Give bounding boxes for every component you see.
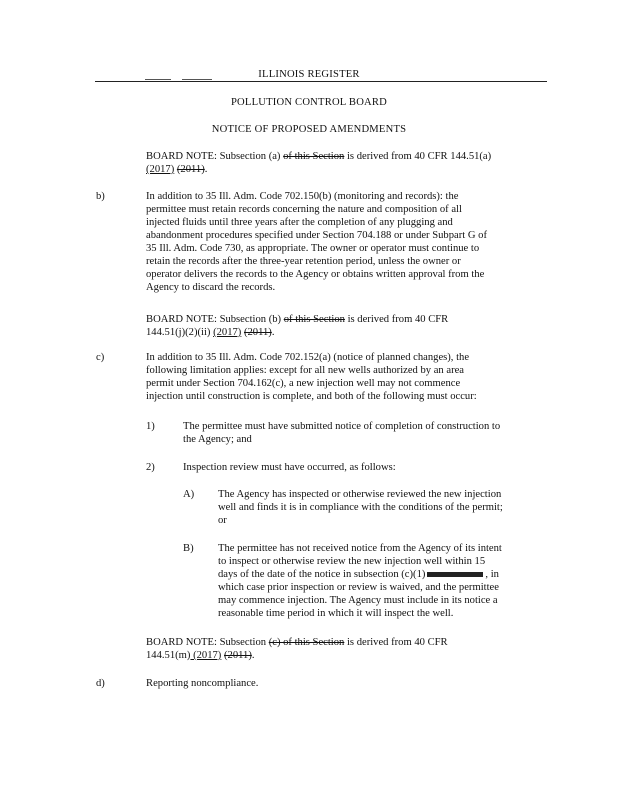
item-label-B: B) bbox=[183, 543, 194, 554]
deleted-text: (2011) bbox=[243, 327, 272, 338]
item-A-text: The Agency has inspected or otherwise reviewed the new injection well and finds it is in compliance with the conditions of the permit; or bbox=[218, 489, 503, 526]
deleted-text: (c) of this Section bbox=[268, 637, 345, 648]
subsection-b-text: In addition to 35 Ill. Adm. Code 702.150(b) (monitoring and records): the permittee must retain records concerning the nature and composition of all injected fluids until three years after the completion of any plugging and abandonment procedures specified under Section 704.188 or under Subpart G of 35 Ill. Adm. Code 730, as appropriate. The owner or operator must continue to retain the records after the three-year retention period, unless the owner or operator delivers the records to the Agency or obtains written approval from the Agency to discard the records. bbox=[146, 191, 487, 293]
board-note-b: BOARD NOTE: Subsection (b) of this Section is derived from 40 CFR 144.51(j)(2)(ii) (2017) (2011). bbox=[146, 314, 449, 338]
inserted-text: (2017) bbox=[146, 164, 175, 175]
inserted-text: (2017) bbox=[190, 650, 222, 661]
board-title: POLLUTION CONTROL BOARD bbox=[230, 97, 388, 108]
item-1-text: The permittee must have submitted notice of completion of construction to the Agency; and bbox=[183, 421, 501, 445]
item-B-text: The permittee has not received notice from the Agency of its intent to inspect or otherwise review the new injection well within 15 days of the date of the notice in subsection (c)(1) , in which case prior inspection or review is waived, and the permittee may commence injection. The Agency must include in its notice a reasonable time period in which it will inspect the well. bbox=[218, 543, 502, 619]
header-rule bbox=[95, 81, 547, 82]
subsection-label-c: c) bbox=[96, 352, 105, 363]
subsection-label-b: b) bbox=[96, 191, 105, 202]
board-note-a: BOARD NOTE: Subsection (a) of this Section is derived from 40 CFR 144.51(a) (2017) (2011). bbox=[146, 151, 492, 175]
item-2-text: Inspection review must have occurred, as follows: bbox=[183, 462, 396, 473]
item-label-A: A) bbox=[183, 489, 195, 500]
deleted-text: of this Section bbox=[283, 151, 345, 162]
board-note-c: BOARD NOTE: Subsection (c) of this Section is derived from 40 CFR 144.51(m) (2017) (2011). bbox=[146, 637, 448, 661]
notice-title: NOTICE OF PROPOSED AMENDMENTS bbox=[211, 124, 407, 135]
redaction-mark bbox=[427, 572, 483, 577]
subsection-c-text: In addition to 35 Ill. Adm. Code 702.152(a) (notice of planned changes), the following limitation applies: except for all new wells authorized by an area permit under Section 704.162(c), a new injection well may not commence injection until construction is complete, and both of the following must occur: bbox=[146, 352, 477, 402]
deleted-text: of this Section bbox=[283, 314, 345, 325]
deleted-text: (2011) bbox=[176, 164, 205, 175]
register-title: ILLINOIS REGISTER bbox=[258, 69, 360, 80]
inserted-text: (2017) bbox=[213, 327, 242, 338]
deleted-text: (2011) bbox=[224, 650, 252, 661]
subsection-d-text: Reporting noncompliance. bbox=[146, 678, 259, 689]
item-label-1: 1) bbox=[146, 421, 155, 432]
item-label-2: 2) bbox=[146, 462, 155, 473]
subsection-label-d: d) bbox=[96, 678, 105, 689]
